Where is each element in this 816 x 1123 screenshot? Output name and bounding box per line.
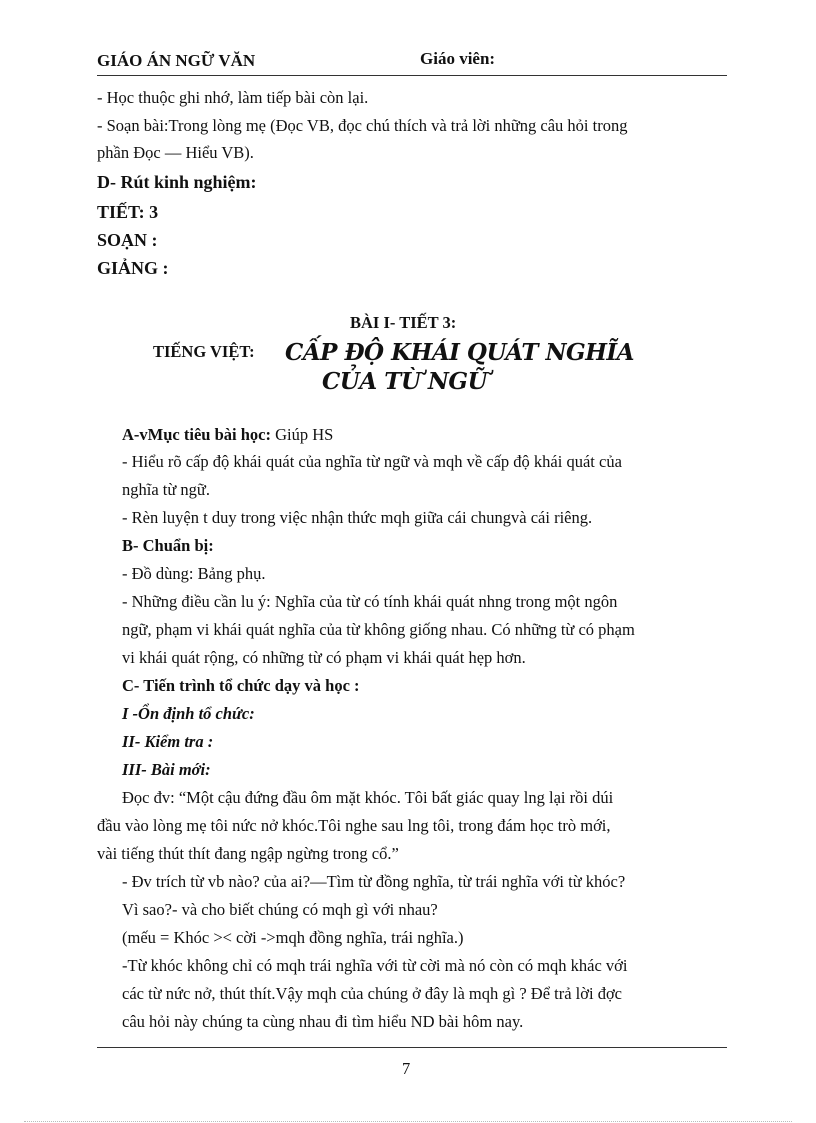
lesson-label: BÀI I- TIẾT 3: <box>350 313 457 332</box>
objectives-label: A-vMục tiêu bài học: <box>122 425 271 444</box>
text-line: Đọc đv: “Một cậu đứng đầu ôm mặt khóc. Tôi bất giác quay lng lại rồi dúi <box>122 788 614 807</box>
text-line: - Soạn bài:Trong lòng mẹ (Đọc VB, đọc chú thích và trả lời những câu hỏi trong <box>97 116 628 135</box>
text-line: vi khái quát rộng, có những từ có phạm vi khái quát hẹp hơn. <box>122 648 526 667</box>
text-line: - Học thuộc ghi nhớ, làm tiếp bài còn lại. <box>97 88 369 107</box>
text-line: (mếu = Khóc >< cời ->mqh đồng nghĩa, trái nghĩa.) <box>122 928 464 947</box>
lesson-title: CỦA TỪ NGỮ <box>322 368 488 395</box>
header-title: GIÁO ÁN NGỮ VĂN <box>97 51 256 70</box>
text-line: phần Đọc — Hiểu VB). <box>97 143 254 162</box>
section-heading: C- Tiến trình tổ chức dạy và học : <box>122 676 360 695</box>
text-line: Vì sao?- và cho biết chúng có mqh gì với nhau? <box>122 900 438 919</box>
prep-date-label: SOẠN : <box>97 230 158 250</box>
page-number: 7 <box>402 1059 411 1078</box>
header-rule <box>97 75 727 76</box>
objectives-text: Giúp HS <box>270 425 334 444</box>
section-heading: B- Chuẩn bị: <box>122 536 214 555</box>
text-line: câu hỏi này chúng ta cùng nhau đi tìm hiểu ND bài hôm nay. <box>122 1012 524 1031</box>
footer-rule <box>97 1047 727 1048</box>
step-heading: I -Ổn định tổ chức: <box>122 704 255 723</box>
text-line: - Đv trích từ vb nào? của ai?—Tìm từ đồng nghĩa, từ trái nghĩa với từ khóc? <box>122 872 626 891</box>
text-line: các từ nức nở, thút thít.Vậy mqh của chúng ở đây là mqh gì ? Để trả lời đợc <box>122 984 622 1003</box>
lesson-title: CẤP ĐỘ KHÁI QUÁT NGHĨA <box>285 339 635 366</box>
section-heading: D- Rút kinh nghiệm: <box>97 172 257 192</box>
lesson-number: TIẾT: 3 <box>97 202 159 222</box>
teach-date-label: GIẢNG : <box>97 258 169 278</box>
text-line: vài tiếng thút thít đang ngập ngừng trong cổ.” <box>97 844 399 863</box>
step-heading: II- Kiểm tra : <box>122 732 214 751</box>
text-line: đầu vào lòng mẹ tôi nức nở khóc.Tôi nghe sau lng tôi, trong đám học trò mới, <box>97 816 611 835</box>
text-line: - Đồ dùng: Bảng phụ. <box>122 564 266 583</box>
page-edge-divider <box>24 1121 792 1122</box>
text-line: - Hiểu rõ cấp độ khái quát của nghĩa từ ngữ và mqh về cấp độ khái quát của <box>122 452 622 471</box>
subject-label: TIẾNG VIỆT: <box>153 342 255 361</box>
step-heading: III- Bài mới: <box>122 760 211 779</box>
text-line: - Những điều cần lu ý: Nghĩa của từ có tính khái quát nhng trong một ngôn <box>122 592 618 611</box>
text-line: nghĩa từ ngữ. <box>122 480 211 499</box>
text-line: -Từ khóc không chỉ có mqh trái nghĩa với từ cời mà nó còn có mqh khác với <box>122 956 628 975</box>
text-line: ngữ, phạm vi khái quát nghĩa của từ không giống nhau. Có những từ có phạm <box>122 620 635 639</box>
objectives-line <box>122 425 333 445</box>
text-line: - Rèn luyện t duy trong việc nhận thức mqh giữa cái chungvà cái riêng. <box>122 508 593 527</box>
header-teacher: Giáo viên: <box>420 49 496 68</box>
